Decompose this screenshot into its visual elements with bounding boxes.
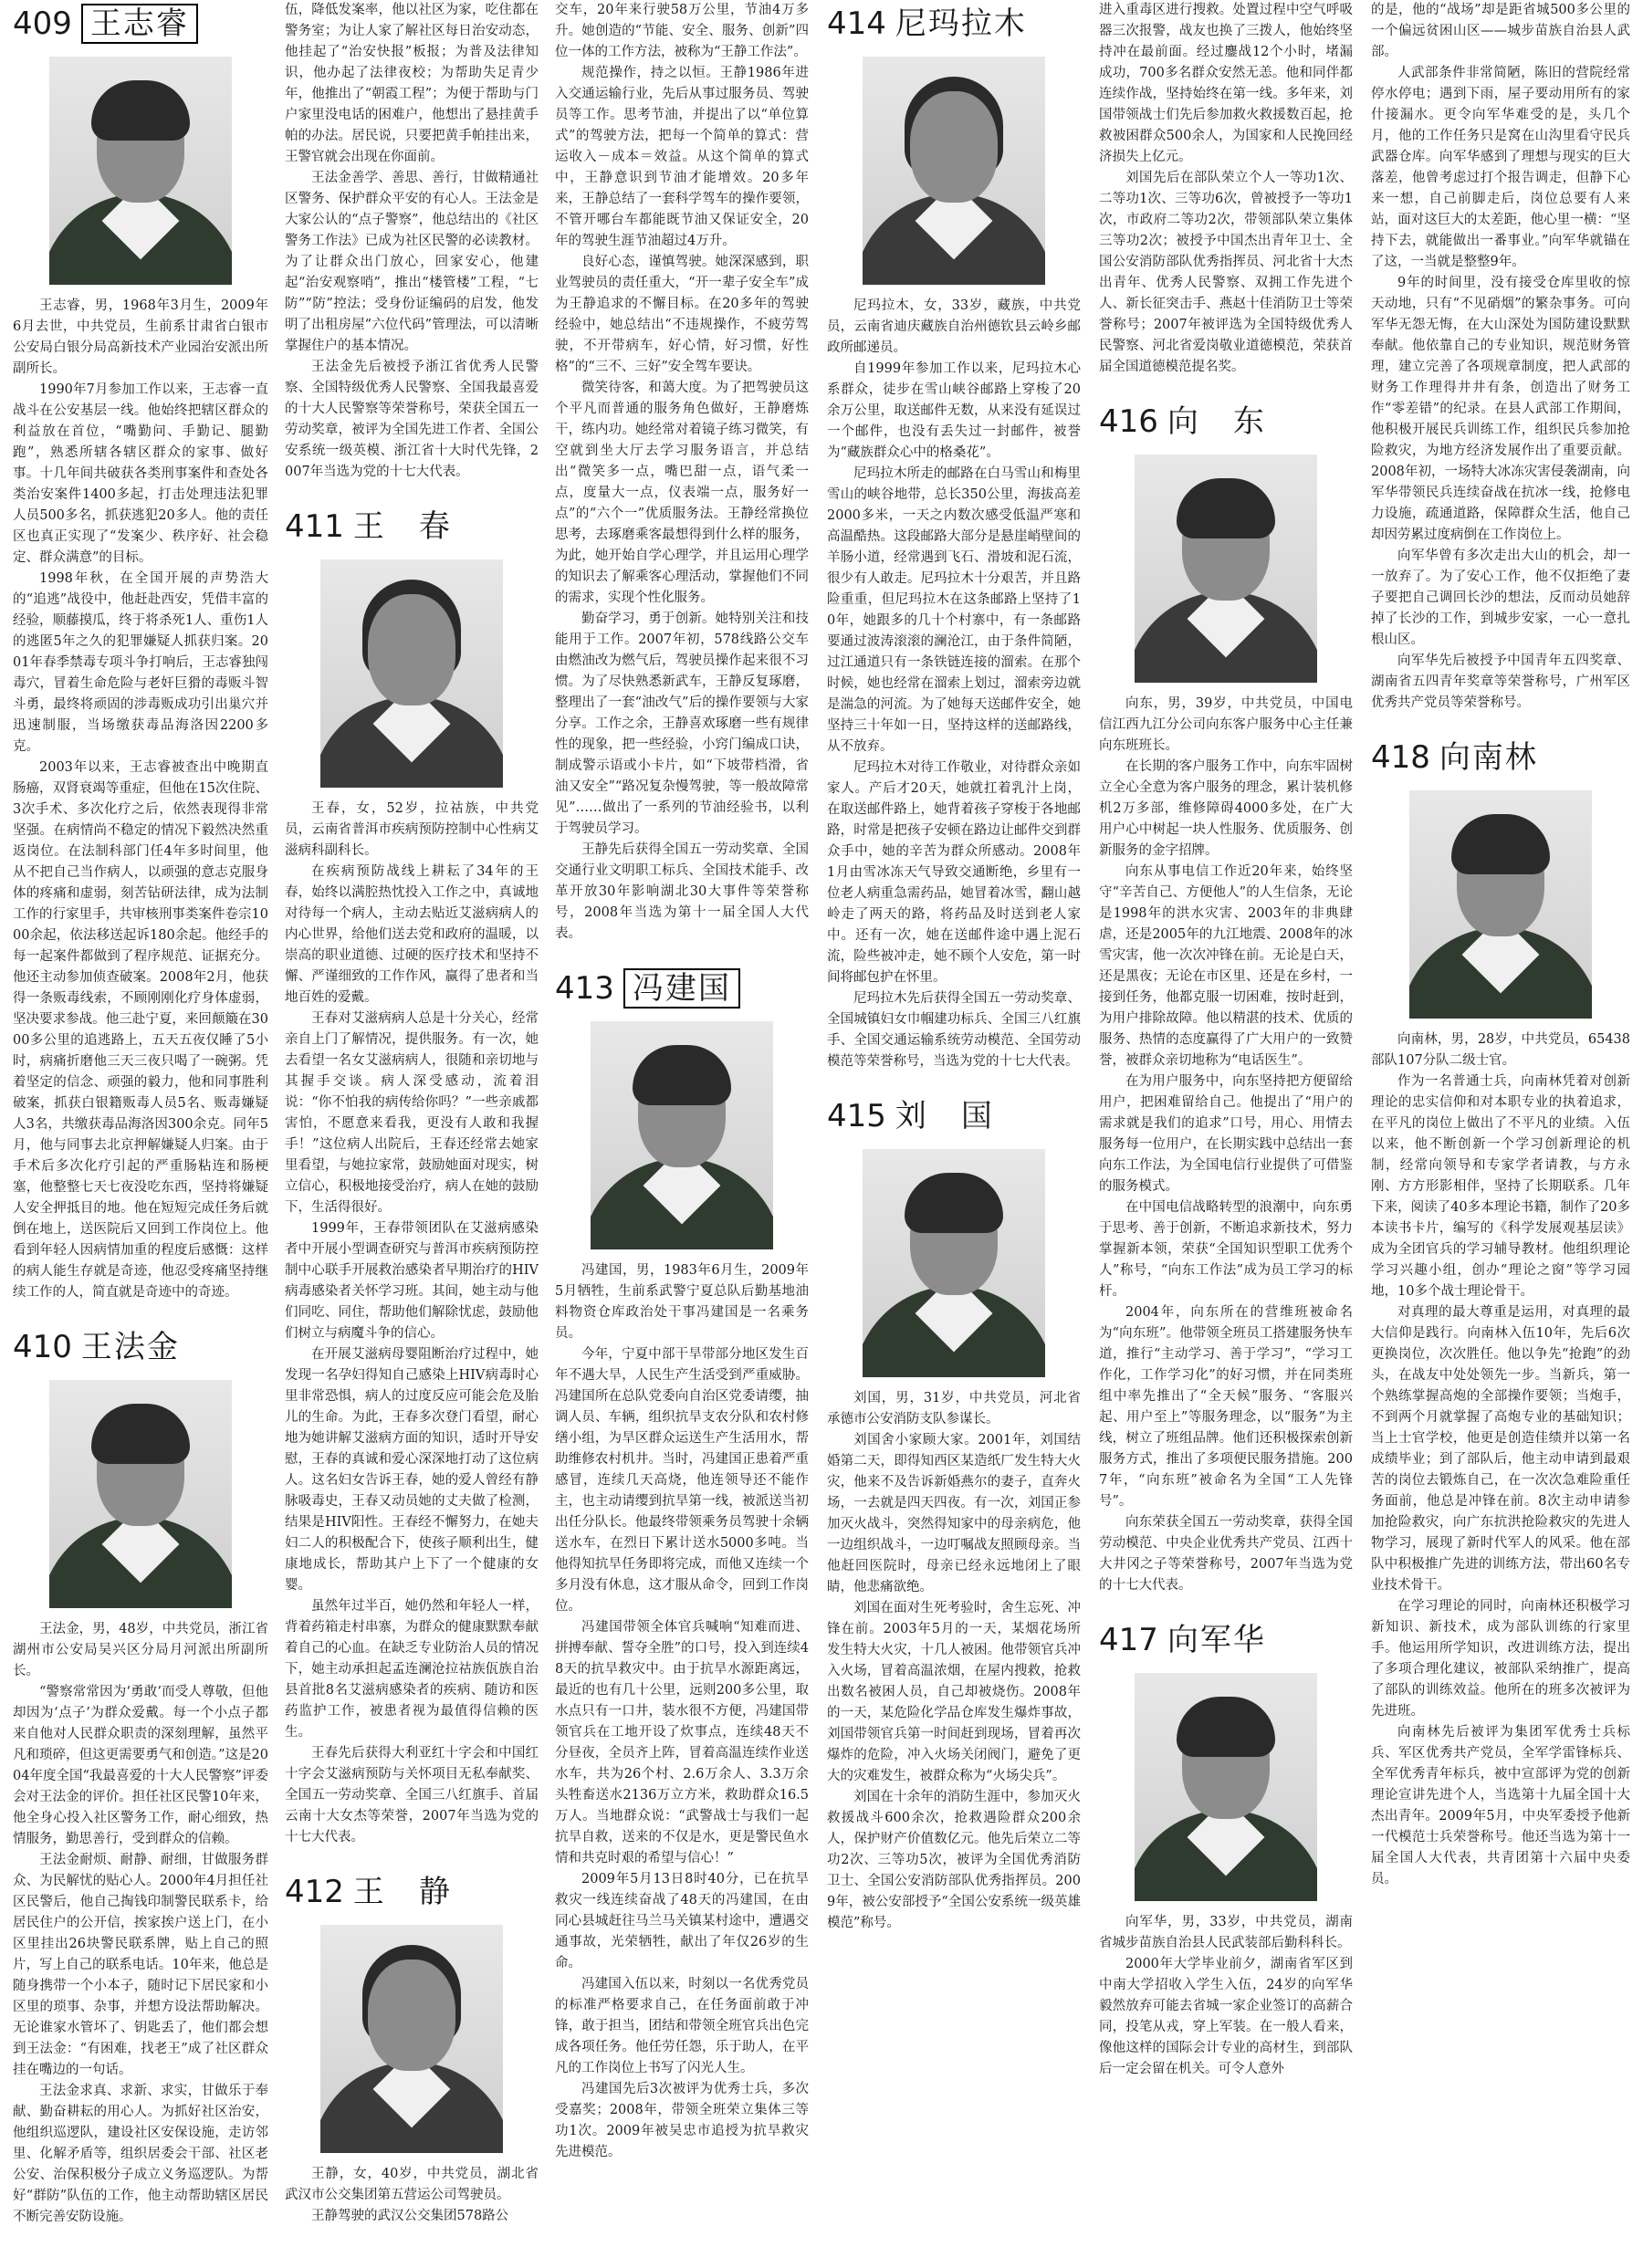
portrait-413 [591,1021,773,1249]
entry-number: 418 [1371,739,1430,776]
paragraph: 在疾病预防战线上耕耘了34年的王春，始终以满腔热忱投入工作之中，真诚地对待每一个病人，主动去贴近艾滋病病人的内心世界，给他们送去党和政府的温暖，以崇高的职业道德、过硬的医疗技术和坚持不懈、严谨细致的工作作风，赢得了患者和当地百姓的爱戴。 [285,864,539,1005]
column-1 [13,0,268,2268]
portrait-411 [320,559,503,788]
paragraph: 作为一名普通士兵，向南林凭着对创新理论的忠实信仰和对本职专业的执着追求，在平凡的岗位上做出了不平凡的业绩。入伍以来，他不断创新一个学习创新理论的机制，经常向领导和专家学者请教，与方永刚、方方形影相伴，坚持了长期联系。几年下来，阅读了40多本理论书籍，制作了20多本读书卡片，编写的《科学发展观基层读》成为全团官兵的学习辅导教材。他组织理论学习兴趣小组，创办“理论之窗”等学习园地，10多个战士理论骨干。 [1371,1074,1630,1299]
portrait-415 [863,1149,1045,1377]
paragraph: 2009年5月13日8时40分，已在抗旱救灾一线连续奋战了48天的冯建国，在由同心县城赶往马兰马关镇某村途中，遭遇交通事故，光荣牺牲，献出了年仅26岁的生命。 [555,1872,809,1970]
paragraph: 王静驾驶的武汉公交集团578路公 [311,2209,509,2223]
paragraph: 向军华曾有多次走出大山的机会，却一一放弃了。为了安心工作，他不仅拒绝了妻子要把自己调回长沙的想法，反而动员她辞掉了长沙的工作，到城步安家，一心一意扎根山区。 [1371,549,1630,647]
paragraph: 良好心态，谨慎驾驶。她深深感到，职业驾驶员的责任重大，“开一辈子安全车”成为王静追求的不懈目标。在20多年的驾驶经验中，她总结出“不违规操作，不疲劳驾驶，不开带病车，好心情，好习惯，好性格”的“三不、三好”安全驾车要诀。 [555,255,809,374]
caption: 冯建国，男，1983年6月生，2009年5月牺牲，生前系武警宁夏总队后勤基地油料物资仓库政治处干事冯建国是一名乘务员。 [555,1263,809,1341]
paragraph: 向东从事电信工作近20年来，始终坚守“辛苦自己、方便他人”的人生信条，无论是1998年的洪水灾害、2003年的非典肆虐，还是2005年的九江地震、2008年的冰雪灾害，他一次次冲锋在前。无论是白天，还是黑夜；无论在市区里、还是在乡村，一接到任务，他都克服一切困难，按时赶到，为用户排除故障。他以精湛的技术、优质的服务、热情的态度赢得了广大用户的一致赞誉，被群众亲切地称为“电话医生”。 [1099,864,1353,1068]
entry-number: 416 [1099,403,1158,440]
entry-417-heading [1099,1616,1353,1664]
paragraph: 尼玛拉木所走的邮路在白马雪山和梅里雪山的峡谷地带，总长350公里，海拔高差2000多米，一天之内数次感受低温严寒和高温酷热。这段邮路大部分是悬崖峭壁间的羊肠小道，经常遇到飞石、滑坡和泥石流，很少有人敢走。尼玛拉木十分艰苦，并且路险重重，但尼玛拉木在这条邮路上坚持了10年，她跟多的几十个村寨中，有一条邮路要通过波涛滚滚的澜沧江，由于条件简陋，过江通道只有一条铁链连接的溜索。在那个时候，她也经常在溜索上划过，溜索旁边就是湍急的河流。为了她每天送邮件安全，她坚持三十年如一日，坚持这样的送邮路线，从不放弃。 [827,466,1081,754]
portrait-412 [320,1925,503,2153]
paragraph: 向南林先后被评为集团军优秀士兵标兵、军区优秀共产党员，全军学雷锋标兵、全军优秀青年标兵，被中宣部评为党的创新理论宣讲先进个人，当选第十九届全国十大杰出青年。2009年5月，中央军委授予他新一代模范士兵荣誉称号。他还当选为第十一届全国人大代表，共青团第十六届中央委员。 [1371,1725,1630,1887]
portrait-414 [863,57,1045,285]
column-5 [1099,0,1353,2268]
entry-name: 向南林 [1439,739,1538,776]
entry-number: 415 [827,1098,886,1134]
caption: 向东，男，39岁，中共党员，中国电信江西九江分公司向东客户服务中心主任兼向东班班长。 [1099,696,1353,753]
entry-name: 王 春 [352,508,452,545]
entry-number: 412 [285,1874,344,1910]
column-6 [1371,0,1630,2268]
portrait-409 [49,57,232,285]
paragraph: 刘国在面对生死考验时，舍生忘死、冲锋在前。2003年5月的一天，某烟花场所发生特大火灾，十几人被困。他带领官兵冲入火场，冒着高温浓烟，在屋内搜救，抢救出数名被困人员，自己却被烧伤。2008年的一天，某危险化学品仓库发生爆炸事故，刘国带领官兵第一时间赶到现场，冒着再次爆炸的危险，冲入火场关闭阀门，避免了更大的灾难发生，被群众称为“火场尖兵”。 [827,1601,1081,1783]
paragraph: 冯建国入伍以来，时刻以一名优秀党员的标准严格要求自己，在任务面前敢于冲锋，敢于担当，团结和带领全班官兵出色完成各项任务。他任劳任怨，乐于助人，在平凡的工作岗位上书写了闪光人生。 [555,1977,809,2075]
paragraph: 微笑待客，和蔼大度。为了把驾驶员这个平凡而普通的服务角色做好，王静磨炼干，练内功。她经常对着镜子练习微笑，有空就到坐大厅去学习服务语言，并总结出“微笑多一点，嘴巴甜一点，语气柔一点，度量大一点，仪表端一点，服务好一点”的“六个一”优质服务法。王静经常换位思考，去琢磨乘客最想得到什么样的服务，为此，她开始自学心理学，并且运用心理学的知识去了解乘客心理活动，掌握他们不同的需求，实现个性化服务。 [555,381,809,605]
paragraph: 在学习理论的同时，向南林还积极学习新知识、新技术，成为部队训练的行家里手。他运用所学知识，改进训练方法，提出了多项合理化建议，被部队采纳推广，提高了部队的训练效益。他所在的班多次被评为先进班。 [1371,1599,1630,1719]
paragraph: 向军华先后被授予中国青年五四奖章、湖南省五四青年奖章等荣誉称号，广州军区优秀共产党员等荣誉称号。 [1371,653,1630,710]
entry-number: 413 [555,970,614,1007]
paragraph: 刘国先后在部队荣立个人一等功1次、二等功1次、三等功6次，曾被授予一等功1次，市政府二等功2次，带领部队荣立集体三等功2次；被授予中国杰出青年卫士、全国公安消防部队优秀指挥员、河北省十大杰出青年、优秀人民警察、双拥工作先进个人、新长征突击手、燕赵十佳消防卫士等荣誉称号；2007年被评选为全国特级优秀人民警察、河北省爱岗敬业道德模范，荣获首届全国道德模范提名奖。 [1099,171,1353,374]
portrait-418 [1409,790,1592,1019]
portrait-416 [1135,455,1317,683]
entry-name: 王 静 [352,1874,452,1910]
paragraph: 2000年大学毕业前夕，湖南省军区到中南大学招收入学生入伍，24岁的向军华毅然放弃可能去省城一家企业签订的高薪合同，投笔从戎，穿上军装。在一般人看来，像他这样的国际会计专业的高材生，到部队后一定会留在机关。可令人意外 [1099,1957,1353,2076]
paragraph: 刘国舍小家顾大家。2001年，刘国结婚第二天，即得知西区某造纸厂发生特大火灾，他来不及告诉新婚燕尔的妻子，直奔火场，一去就是四天四夜。有一次，刘国正参加灭火战斗，突然得知家中的母亲病危，他一边组织战斗，一边叮嘱战友照顾母亲。当他赶回医院时，母亲已经永远地闭上了眼睛，他悲痛欲绝。 [827,1433,1081,1594]
paragraph: 尼玛拉木对待工作敬业，对待群众亲如家人。产后才20天，她就扛着乳汁上岗，在取送邮件路上，她背着孩子穿梭于各地邮路，时常是把孩子安顿在路边让邮件交到群众手中，她的辛苦为群众所感动。2008年1月由雪冰冻天气导致交通断绝，乡里有一位老人病重急需药品，她冒着冰雪，翻山越岭走了两天的路，将药品及时送到老人家中。还有一次，她在送邮件途中遇上泥石流，险些被冲走，她不顾个人安危，第一时间将邮包护在怀里。 [827,760,1081,985]
paragraph: 冯建国带领全体官兵喊响“知难而进、拼搏奉献、誓夺全胜”的口号，投入到连续48天的抗旱救灾中。由于抗旱水源距离远，最近的也有几十公里，远则200多公里，取水点只有一口井，装水很不方便，冯建国带领官兵在工地开设了炊事点，连续48天不分昼夜，全员齐上阵，冒着高温连续作业送水车，共为26个村、2.6万余人、3.3万余头牲畜送水2136万立方米，救助群众16.5万人。当地群众说：“武警战士与我们一起抗旱自救，送来的不仅是水，更是警民鱼水情和共克时艰的希望与信心！” [555,1620,809,1866]
entry-409-heading [13,0,268,47]
paragraph: 刘国在十余年的消防生涯中，参加灭火救援战斗600余次，抢救遇险群众200余人，保护财产价值数亿元。他先后荣立二等功2次、三等功5次，被评为全国优秀消防卫士、全国公安消防部队优秀指挥员。2009年，被公安部授予“全国公安系统一级英雄模范”称号。 [827,1790,1081,1930]
caption: 王法金，男，48岁，中共党员，浙江省湖州市公安局吴兴区分局月河派出所副所长。 [13,1622,268,1678]
paragraph: 规范操作，持之以恒。王静1986年进入交通运输行业，先后从事过服务员、驾驶员等工作。思考节油，并提出了以“单位算式”的驾驶方法，把每一个简单的算式：营运收入－成本＝效益。从这个简单的算式中，王静意识到节油才能增效。20多年来，王静总结了一套科学驾车的操作要领，不管开哪台车都能既节油又保证安全，20年的驾驶生涯节油超过4万升。 [555,66,809,248]
paragraph: 2003年以来，王志睿被查出中晚期直肠癌，双肾衰竭等重症，但他在15次住院、3次手术、多次化疗之后，依然表现得非常坚强。在病情尚不稳定的情况下毅然决然重返岗位。在法制科部门任4年多时间里，他从不把自己当作病人，以顽强的意志克服身体的疼痛和虚弱，刻苦钻研法律，成为法制工作的行家里手，共审核刑事类案件卷宗1000余起，依法移送起诉180余起。他经手的每一起案件都做到了程序规范、证据充分。他还主动参加侦查破案。2008年2月，他获得一条贩毒线索，不顾刚刚化疗身体虚弱，坚决要求参战。他三赴宁夏，来回颠簸在3000多公里的追逃路上，五天五夜仅睡了5小时，病痛折磨他三天三夜只喝了一碗粥。凭着坚定的信念、顽强的毅力，他和同事胜利破案，抓获白银籍贩毒人员5名、贩毒嫌疑人3名，共缴获毒品海洛因300余克。同年5月，他与同事去北京押解嫌疑人归案。由于手术后多次化疗引起的严重肠粘连和肠梗塞，他整整七天七夜没吃东西，坚持将嫌疑人安全押抵目的地。他在短短完成任务后就倒在地上，送医院后又回到工作岗位上。他看到年轻人因病情加重的程度后感慨：这样的病人能生存就是奇迹，他忍受疼痛坚持继续工作的人，简直就是奇迹中的奇迹。 [13,760,268,1300]
entry-name: 冯建国 [623,968,740,1009]
paragraph: 在长期的客户服务工作中，向东牢固树立全心全意为客户服务的理念，累计装机修机2万多部，维修障碍4000多处，在广大用户心中树起一块人性服务、优质服务、创新服务的金字招牌。 [1099,759,1353,858]
entry-number: 417 [1099,1622,1158,1658]
entry-410-heading [13,1323,268,1371]
paragraph: 王春对艾滋病病人总是十分关心，经常亲自上门了解情况，提供服务。有一次，她去看望一名女艾滋病病人，很随和亲切地与其握手交谈。病人深受感动，流着泪说：“你不怕我的病传给你吗？”一些亲戚都害怕，不愿意来看我，更没有人敢和我握手！”这位病人出院后，王春还经常去她家里看望，与她拉家常，鼓励她面对现实，树立信心，积极地接受治疗，病人在她的鼓励下，生活得很好。 [285,1011,539,1215]
paragraph: 的是，他的“战场”却是距省城500多公里的一个偏远贫困山区——城步苗族自治县人武部。 [1371,3,1630,59]
entry-416-heading [1099,398,1353,445]
paragraph: 勤奋学习，勇于创新。她特别关注和技能用于工作。2007年初，578线路公交车由燃油改为燃气后，驾驶员操作起来很不习惯。为了尽快熟悉新武车，王静反复琢磨，整理出了一套“油改气”后的操作要领与大家分享。工作之余，王静喜欢琢磨一些有规律性的现象，把一些经验，小窍门编成口诀，制成警示语或小卡片，如“下坡带档滑，省油又安全”“路况复杂慢驾驶，等一般故障常见”……做出了一系列的节油经验书，以利于驾驶员学习。 [555,611,809,836]
caption: 向南林，男，28岁，中共党员，65438部队107分队二级士官。 [1371,1032,1630,1068]
paragraph: 1998年秋，在全国开展的声势浩大的“追逃”战役中，他赶赴西安，凭借丰富的经验，顺藤摸瓜，终于将杀死1人、重伤1人的逃匿5年之久的犯罪嫌疑人抓获归案。2001年春季禁毒专项斗争打响后，王志睿独闯毒穴，冒着生命危险与老奸巨猾的毒贩斗智斗勇，最终将顽固的涉毒贩成功引出巢穴并迅速制服，当场缴获毒品海洛因2200多克。 [13,571,268,754]
paragraph: 王法金善学、善思、善行，甘做精通社区警务、保护群众平安的有心人。王法金是大家公认的“点子警察”，他总结出的《社区警务工作法》已成为社区民警的必读教材。为了让群众出门放心，回家安心，他建起“治安观察哨”，推出“楼管楼”工程，“七防”“防”控法；受身份证编码的启发，他发明了出租房屋“六位代码”管理法，可以清晰掌握住户的基本情况。 [285,171,539,353]
paragraph: 人武部条件非常简陋，陈旧的营院经常停水停电；遇到下雨，屋子要动用所有的家什接漏水。更令向军华难受的是，头几个月，他的工作任务只是窝在山沟里看守民兵武器仓库。向军华感到了理想与现实的巨大落差，他曾考虑过打个报告调走，但静下心来一想，自己前脚走后，岗位总要有人来站，面对这巨大的太差距，他心里一横：“坚持下去，就能做出一番事业。”向军华就锚在了这，一当就是整整9年。 [1371,66,1630,269]
entry-number: 409 [13,5,72,42]
paragraph: 今年，宁夏中部干旱带部分地区发生百年不遇大旱，人民生产生活受到严重威胁。冯建国所在总队党委向自治区党委请缨，抽调人员、车辆，组织抗旱支农分队和农村修缮小组，为旱区群众运送生产生活用水，帮助维修农村机井。当时，冯建国正患着严重感冒，连续几天高烧，他连领导还不能作主，也主动请缨到抗旱第一线，被派送当初出任分队长。他最终带领乘务员驾驶十余辆送水车，在烈日下累计送水5000多吨。当他得知抗旱任务即将完成，而他又连续一个多月没有休息，这才服从命令，回到工作岗位。 [555,1347,809,1614]
paragraph: 王法金耐烦、耐静、耐细，甘做服务群众、为民解忧的贴心人。2000年4月担任社区民警后，他自己掏钱印制警民联系卡，给居民住户的公开信，挨家挨户送上门，在小区里挂出26块警民联系牌，贴上自己的照片，写上自己的联系电话。10年来，他总是随身携带一个小本子，随时记下居民家和小区里的琐事、杂事，并想方设法帮助解决。无论谁家水管坏了、钥匙丢了，他们都会想到王法金：“有困难，找老王”成了社区群众挂在嘴边的一句话。 [13,1853,268,2077]
entry-name: 向军华 [1167,1622,1266,1658]
caption: 刘国，男，31岁，中共党员，河北省承德市公安消防支队参谋长。 [827,1391,1081,1427]
entry-415-heading [827,1092,1081,1140]
entry-number: 411 [285,508,344,545]
entry-411-heading [285,503,539,550]
column-4 [827,0,1081,2268]
entry-413-heading [555,965,809,1012]
paragraph: 1990年7月参加工作以来，王志睿一直战斗在公安基层一线。他始终把辖区群众的利益放在首位，“嘴勤问、手勤记、腿勤跑”，熟悉所辖各辖区群众的家事、做好事。十几年间共破获各类刑事案件和查处各类治安案件1400多起，打击处理违法犯罪人员500多名，抓获逃犯20多人。他的责任区也真正实现了“发案少、秩序好、社会稳定、群众满意”的目标。 [13,382,268,565]
paragraph: 在开展艾滋病母婴阻断治疗过程中，她发现一名孕妇得知自己感染上HIV病毒时心里非常恐惧，病人的过度反应可能会危及胎儿的生命。为此，王春多次登门看望，耐心地为她讲解艾滋病方面的知识，适时开导安慰，王春的真诚和爱心深深地打动了这位病人。这名妇女告诉王春，她的爱人曾经有静脉吸毒史，王春又动员她的丈夫做了检测，结果是HIV阳性。王春经不懈努力，在她夫妇二人的积极配合下，使孩子顺利出生，健康地成长，帮助其户上下了一个健康的女婴。 [285,1347,539,1593]
paragraph: 王静先后获得全国五一劳动奖章、全国交通行业文明职工标兵、全国技术能手、改革开放30年影响湖北30大事件等荣誉称号，2008年当选为第十一届全国人大代表。 [555,842,809,941]
paragraph: “警察常常因为‘勇敢’而受人尊敬，但他却因为‘点子’为群众爱戴。每一个小点子都来自他对人民群众职责的深刻理解，虽然平凡和琐碎，但这更需要勇气和创造。”这是2004年度全国“我最喜爱的十大人民警察”评委会对王法金的评价。担任社区民警10年来，他全身心投入社区警务工作，耐心细致，热情服务，勤思善行，受到群众的信赖。 [13,1685,268,1846]
caption: 向军华，男，33岁，中共党员，湖南省城步苗族自治县人民武装部后勤科科长。 [1099,1915,1353,1950]
entry-name: 尼玛拉木 [895,5,1027,42]
portrait-410 [49,1380,232,1608]
paragraph: 王春先后获得大利亚红十字会和中国红十字会艾滋病预防与关怀项目无私奉献奖、全国五一劳动奖章、全国三八红旗手、首届云南十大女杰等荣誉，2007年当选为党的十七大代表。 [285,1746,539,1845]
entry-name: 王志睿 [81,4,198,44]
entry-412-heading [285,1868,539,1916]
entry-name: 王法金 [80,1329,180,1365]
paragraph: 对真理的最大尊重是运用，对真理的最大信仰是践行。向南林入伍10年，先后6次更换岗位，次次胜任。他以争先“抢跑”的劲头，在战友中处处领先一步。当新兵，第一个熟练掌握高炮的全部操作要领；当炮手，不到两个月就掌握了高炮专业的基础知识；当上士官学校，他更是创造佳绩并以第一名成绩毕业；到了部队后，他主动申请到最艰苦的岗位去锻炼自己，在一次次急难险重任务面前，他总是冲锋在前。8次主动申请参加抢险救灾，向广东抗洪抢险救灾的先进人物学习，展现了新时代军人的风采。他在部队中积极推广先进的训练方法，带出60名专业技术骨干。 [1371,1305,1630,1593]
paragraph: 王志睿，男，1968年3月生，2009年6月去世，中共党员，生前系甘肃省白银市公安局白银分局高新技术产业园治安派出所副所长。 [13,298,268,376]
entry-418-heading [1371,734,1630,781]
paragraph: 进入重毒区进行搜救。处置过程中空气呼吸器三次报警，战友也换了三拨人，他始终坚持冲在最前面。经过鏖战12个小时，堵漏成功，700多名群众安然无恙。他和同伴都连续作战，坚持始终在第一线。多年来，刘国带领战士们先后参加救火救援数百起，抢救被困群众500余人，为国家和人民挽回经济损失上亿元。 [1099,3,1353,164]
column-2 [285,0,539,2268]
paragraph: 伍，降低发案率，他以社区为家，吃住都在警务室；为让人家了解社区每日治安动态，他挂起了“治安快报”板报；为普及法律知识，他办起了法律夜校；为帮助失足青少年，他推出了“朝霞工程”；为便于帮助与门户家里没电话的困难户，他想出了悬挂黄手帕的办法。居民说，只要把黄手帕挂出来，王警官就会出现在你面前。 [285,3,539,164]
entry-number: 410 [13,1329,72,1365]
paragraph: 在中国电信战略转型的浪潮中，向东勇于思考、善于创新，不断追求新技术，努力掌握新本领，荣获“全国知识型职工优秀个人”称号，“向东工作法”成为员工学习的标杆。 [1099,1200,1353,1299]
caption: 王春，女，52岁，拉祜族，中共党员，云南省普洱市疾病预防控制中心性病艾滋病科副科长。 [285,801,539,858]
caption: 尼玛拉木，女，33岁，藏族，中共党员，云南省迪庆藏族自治州德钦县云岭乡邮政所邮递员。 [827,298,1081,355]
paragraph: 向东荣获全国五一劳动奖章，获得全国劳动模范、中央企业优秀共产党员、江西十大井冈之子等荣誉称号，2007年当选为党的十七大代表。 [1099,1515,1353,1593]
entry-number: 414 [827,5,886,42]
paragraph: 王法金先后被授予浙江省优秀人民警察、全国特级优秀人民警察、全国我最喜爱的十大人民警察等荣誉称号，荣获全国五一劳动奖章，被评为全国先进工作者、全国公安系统一级英模、浙江省十大时代先锋，2007年当选为党的十七大代表。 [285,360,539,479]
paragraph: 自1999年参加工作以来，尼玛拉木心系群众，徒步在雪山峡谷邮路上穿梭了20余万公里，取送邮件无数，从来没有延误过一个邮件，也没有丢失过一封邮件，被誉为“藏族群众心中的格桑花”。 [827,361,1081,460]
column-3 [555,0,809,2268]
paragraph: 1999年，王春带领团队在艾滋病感染者中开展小型调查研究与普洱市疾病预防控制中心联手开展救治感染者早期治疗的HIV病毒感染者关怀学习班。其间，她主动与他们同吃、同住，帮助他们解除忧虑，鼓励他们树立与病魔斗争的信心。 [285,1221,539,1341]
paragraph: 2004年，向东所在的营维班被命名为“向东班”。他带领全班员工搭建服务快车道，推行“主动学习、善于学习”，“学习工作化，工作学习化”的好习惯，并在同类班组中率先推出了“全天候”服务、“客服兴起、用户至上”等服务理念，以“服务”为主线，树立了班组品牌。他们还积极探索创新服务方式，推出了多项便民服务措施。2007年，“向东班”被命名为全国“工人先锋号”。 [1099,1305,1353,1509]
paragraph: 王法金求真、求新、求实，甘做乐于奉献、勤奋耕耘的用心人。为抓好社区治安，他组织巡逻队，建设社区安保设施，走访邻里、化解矛盾等，组织居委会干部、社区老公安、治保积极分子成立义务巡逻队。为帮好“群防”队伍的工作，他主动帮助辖区居民不断完善安防设施。 [13,2084,268,2224]
paragraph: 冯建国先后3次被评为优秀士兵，多次受嘉奖；2008年，带领全班荣立集体三等功1次。2009年被吴忠市追授为抗旱救灾先进模范。 [555,2082,809,2159]
portrait-417 [1135,1673,1317,1901]
entry-name: 向 东 [1167,403,1266,440]
entry-414-heading [827,0,1081,47]
entry-name: 刘 国 [895,1098,994,1134]
paragraph: 9年的时间里，没有接受仓库里收的惊天动地，只有“不见硝烟”的繁杂事务。可向军华无怨无悔，在大山深处为国防建设默默奉献。他依靠自己的专业知识，规范财务管理，建立完善了各项规章制度，把人武部的财务工作理得井井有条，创造出了财务工作“零差错”的纪录。在县人武部工作期间，他积极开展民兵训练工作，组织民兵参加抢险救灾，为地方经济发展作出了重要贡献。2008年初，一场特大冰冻灾害侵袭湖南，向军华带领民兵连续奋战在抗冰一线，抢修电力设施，疏通道路，保障群众生活，他自己却因劳累过度病倒在工作岗位上。 [1371,276,1630,542]
paragraph: 交车，20年来行驶58万公里，节油4万多升。她创造的“节能、安全、服务、创新”四位一体的工作方法，被称为“王静工作法”。 [555,3,809,59]
caption: 王静，女，40岁，中共党员，湖北省武汉市公交集团第五营运公司驾驶员。 [285,2167,539,2202]
paragraph: 尼玛拉木先后获得全国五一劳动奖章、全国城镇妇女巾帼建功标兵、全国三八红旗手、全国交通运输系统劳动模范、全国劳动模范等荣誉称号，当选为党的十七大代表。 [827,991,1081,1069]
paragraph: 虽然年过半百，她仍然和年轻人一样，背着药箱走村串寨，为群众的健康默默奉献着自己的心血。在缺乏专业防治人员的情况下，她主动承担起孟连澜沧拉祜族佤族自治县首批8名艾滋病感染者的疾病、随访和医药监护工作，被患者视为最值得信赖的医生。 [285,1599,539,1740]
paragraph: 在为用户服务中，向东坚持把方便留给用户，把困难留给自己。他提出了“用户的需求就是我们的追求”口号，用心、用情去服务每一位用户，在长期实践中总结出一套向东工作法，为全国电信行业提供了可借鉴的服务模式。 [1099,1074,1353,1194]
